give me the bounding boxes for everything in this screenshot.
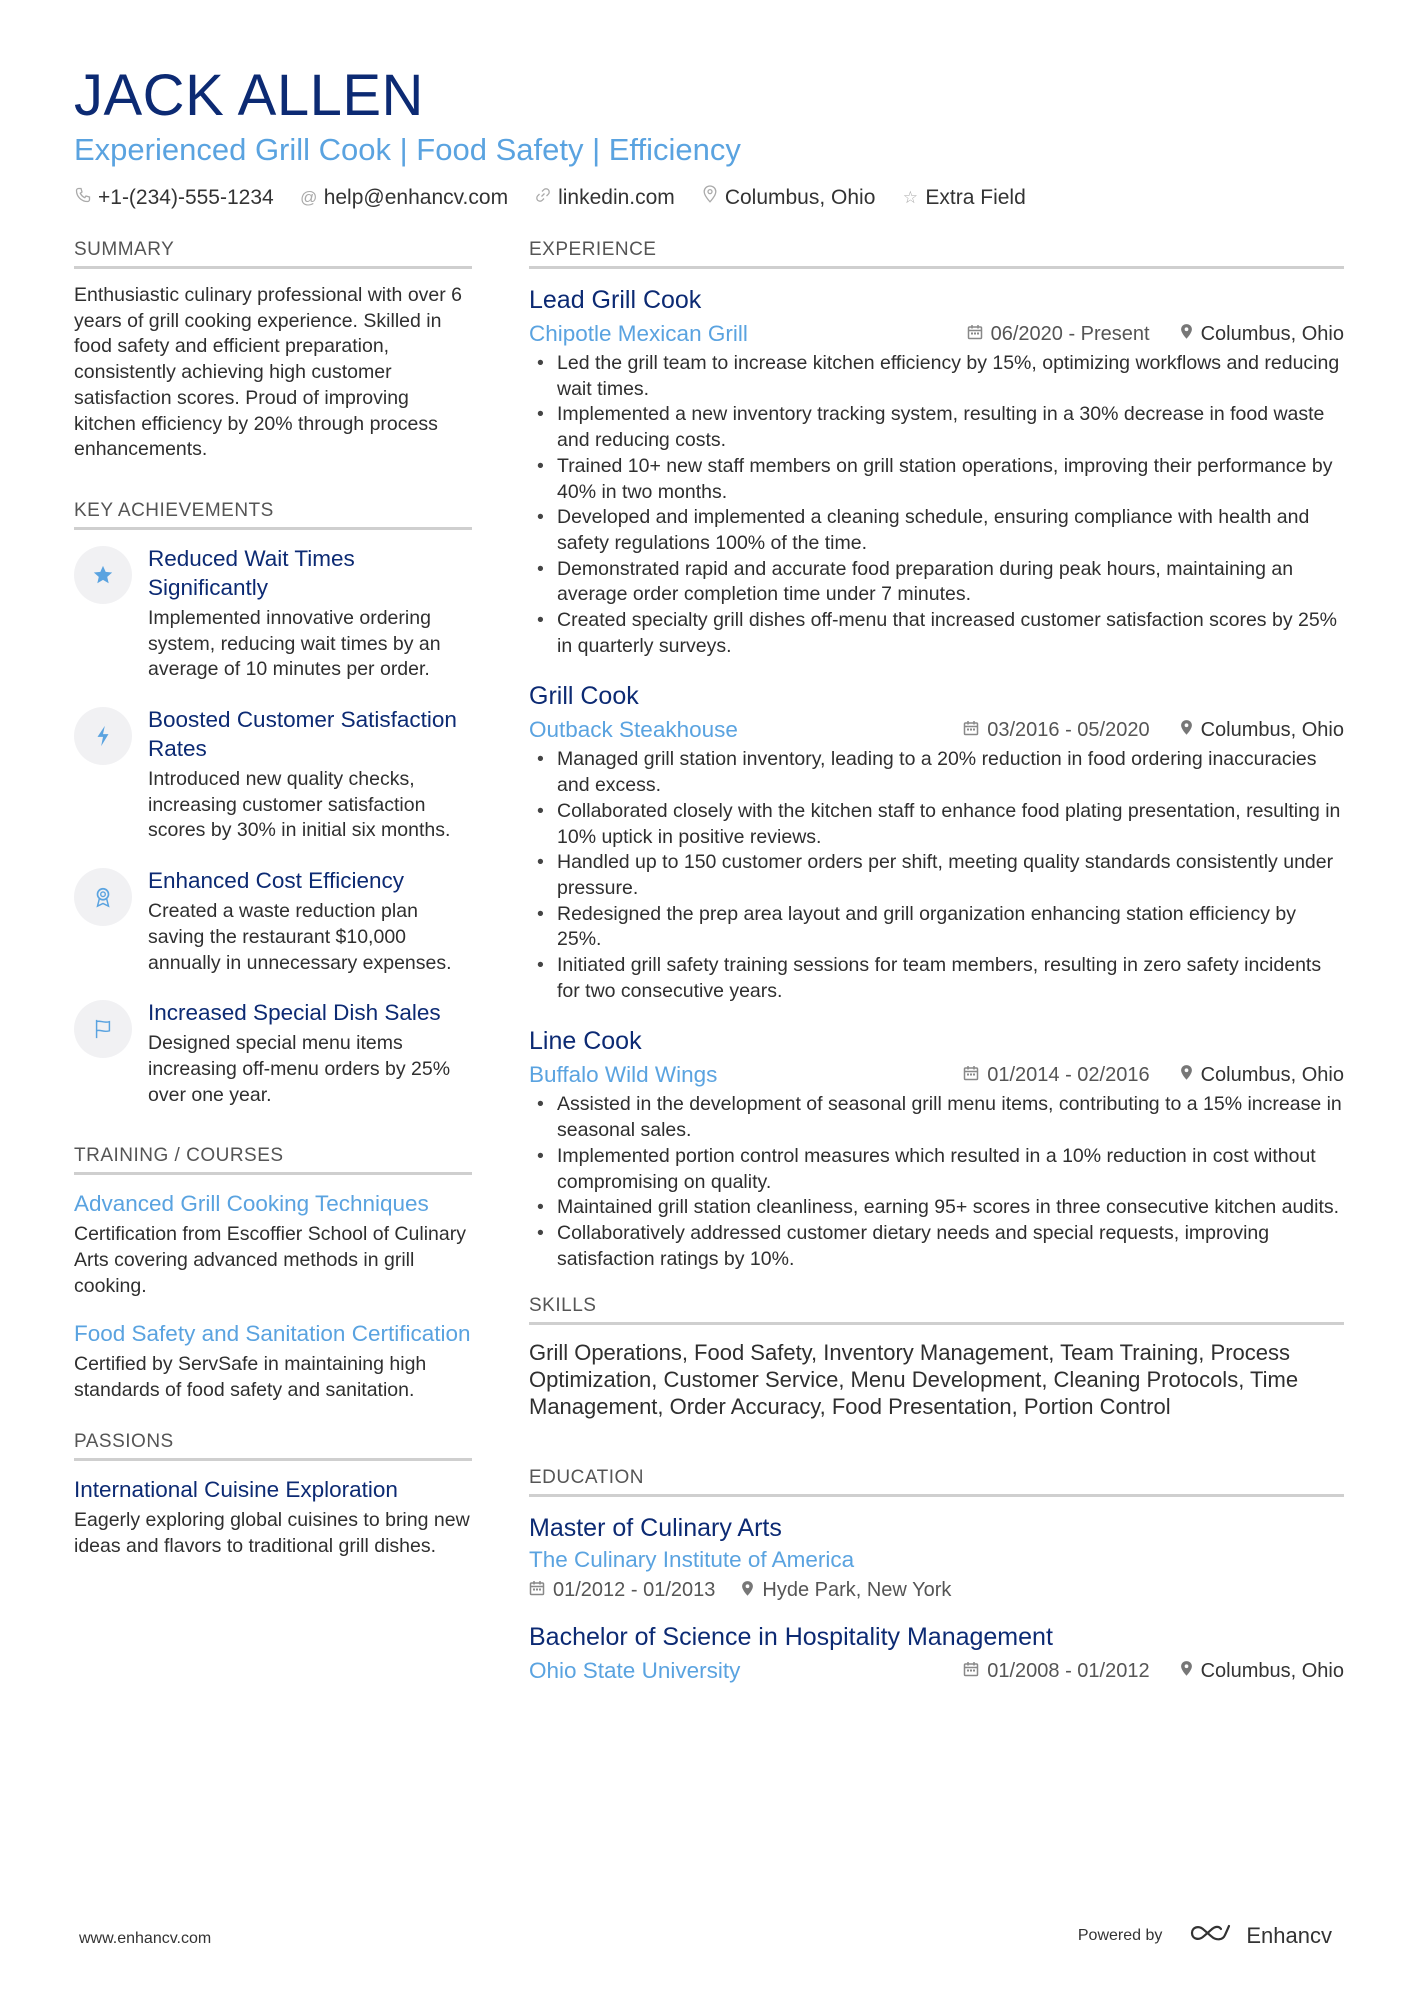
contact-location-text: Columbus, Ohio bbox=[724, 186, 876, 209]
education-degree: Master of Culinary Arts bbox=[529, 1514, 782, 1543]
job-bullet: • Redesigned the prep area layout and grill organization enhancing station efficiency by 25%. bbox=[529, 902, 1344, 953]
section-title: EXPERIENCE bbox=[529, 236, 1344, 269]
contact-extra bbox=[901, 184, 1025, 212]
job-bullet: • Handled up to 150 customer orders per shift, meeting quality standards consistently under pressure. bbox=[529, 850, 1344, 901]
resume-header bbox=[74, 60, 1344, 212]
job-dates-text: 06/2020 - Present bbox=[990, 322, 1150, 345]
achievement-text: Implemented innovative ordering system, reducing wait times by an average of 10 minutes per order. bbox=[148, 606, 441, 681]
job-bullet: • Developed and implemented a cleaning schedule, ensuring compliance with health and safety regulations 100% of the time. bbox=[529, 505, 1344, 556]
job-bullet: • Trained 10+ new staff members on grill station operations, improving their performance by 40% in two months. bbox=[529, 454, 1344, 505]
achievement-text: Designed special menu items increasing off-menu orders by 25% over one year. bbox=[148, 1032, 451, 1106]
education-dates: 01/2008 - 01/2012 bbox=[987, 1659, 1150, 1682]
course-title: Food Safety and Sanitation Certification bbox=[74, 1321, 471, 1347]
job-location-text: Columbus, Ohio bbox=[1200, 718, 1344, 741]
training-section bbox=[74, 1142, 472, 1404]
section-title: PASSIONS bbox=[74, 1428, 472, 1461]
job-title: Line Cook bbox=[529, 1027, 642, 1056]
course-item bbox=[74, 1189, 472, 1299]
job-dates bbox=[967, 323, 1150, 346]
phone-icon bbox=[74, 184, 92, 212]
course-item bbox=[74, 1319, 472, 1403]
job-entry bbox=[529, 283, 1344, 659]
summary-section bbox=[74, 236, 472, 463]
job-dates bbox=[963, 719, 1149, 742]
section-title: KEY ACHIEVEMENTS bbox=[74, 497, 472, 530]
achievement-text: Introduced new quality checks, increasing customer satisfaction scores by 30% in initial six months. bbox=[148, 768, 451, 842]
summary-text: Enthusiastic culinary professional with over 6 years of grill cooking experience. Skilled in food safety and efficient preparation, consistently achieving high customer satisfaction scores. Proud of improving kitchen efficiency by 20% through process enhancements. bbox=[74, 284, 463, 461]
education-entry bbox=[529, 1620, 1344, 1686]
course-text: Certified by ServSafe in maintaining high standards of food safety and sanitation. bbox=[74, 1353, 427, 1402]
passions-section bbox=[74, 1428, 472, 1559]
job-location bbox=[1180, 719, 1344, 742]
job-location bbox=[1180, 323, 1344, 346]
education-section bbox=[529, 1464, 1344, 1686]
job-entry bbox=[529, 1024, 1344, 1272]
location-icon bbox=[1180, 1064, 1193, 1086]
calendar-icon bbox=[963, 1065, 979, 1086]
section-title: SKILLS bbox=[529, 1292, 1344, 1325]
achievement-item bbox=[74, 705, 472, 844]
education-dates: 01/2012 - 01/2013 bbox=[553, 1579, 716, 1602]
job-location bbox=[1180, 1064, 1344, 1087]
education-location: Hyde Park, New York bbox=[762, 1579, 952, 1602]
job-dates-text: 01/2014 - 02/2016 bbox=[987, 1063, 1150, 1086]
flag-icon bbox=[74, 1000, 132, 1058]
job-company: Chipotle Mexican Grill bbox=[529, 321, 748, 346]
achievement-title: Boosted Customer Satisfaction Rates bbox=[148, 707, 457, 762]
job-dates bbox=[963, 1064, 1149, 1087]
section-title: SUMMARY bbox=[74, 236, 472, 269]
brand-name: Enhancv bbox=[1246, 1923, 1332, 1948]
left-column bbox=[74, 236, 472, 1579]
candidate-headline: Experienced Grill Cook | Food Safety | Efficiency bbox=[74, 132, 741, 167]
job-company: Buffalo Wild Wings bbox=[529, 1062, 718, 1088]
job-bullet: • Implemented portion control measures which resulted in a 10% reduction in cost without compromising on quality. bbox=[529, 1144, 1344, 1195]
at-icon: @ bbox=[300, 188, 318, 207]
skills-section bbox=[529, 1292, 1344, 1420]
calendar-icon bbox=[967, 324, 983, 345]
achievement-title: Increased Special Dish Sales bbox=[148, 1000, 441, 1026]
achievement-title: Enhanced Cost Efficiency bbox=[148, 868, 404, 894]
job-bullet: • Implemented a new inventory tracking system, resulting in a 30% decrease in food waste and reducing costs. bbox=[529, 402, 1344, 453]
location-icon bbox=[701, 184, 719, 212]
education-location: Columbus, Ohio bbox=[1200, 1659, 1344, 1682]
job-dates-text: 03/2016 - 05/2020 bbox=[987, 718, 1150, 741]
skills-text: Grill Operations, Food Safety, Inventory Management, Team Training, Process Optimization, Customer Service, Menu Development, Cleaning Protocols, Time Management, Order Accuracy, Food Presentation, Portion Control bbox=[529, 1340, 1299, 1420]
contact-location bbox=[701, 184, 876, 212]
powered-by-label: Powered by bbox=[1077, 1927, 1163, 1944]
job-bullet: • Collaboratively addressed customer dietary needs and special requests, improving satisfaction ratings by 10%. bbox=[529, 1221, 1344, 1272]
job-company: Outback Steakhouse bbox=[529, 717, 738, 743]
achievement-title: Reduced Wait Times Significantly bbox=[148, 545, 355, 600]
job-bullet: • Created specialty grill dishes off-menu that increased customer satisfaction scores by 25% in quarterly surveys. bbox=[529, 608, 1344, 659]
calendar-icon bbox=[963, 720, 979, 741]
footer-website[interactable]: www.enhancv.com bbox=[79, 1930, 212, 1947]
education-school: Ohio State University bbox=[529, 1658, 741, 1684]
job-bullets bbox=[529, 1092, 1344, 1272]
job-location-text: Columbus, Ohio bbox=[1200, 322, 1344, 345]
job-bullet: • Led the grill team to increase kitchen efficiency by 15%, optimizing workflows and reducing wait times. bbox=[529, 351, 1344, 402]
candidate-name: JACK ALLEN bbox=[74, 63, 424, 128]
infinity-logo-icon bbox=[1188, 1921, 1234, 1951]
education-degree: Bachelor of Science in Hospitality Management bbox=[529, 1623, 1053, 1652]
job-bullet: • Initiated grill safety training sessions for team members, resulting in zero safety incidents for two consecutive years. bbox=[529, 953, 1344, 1004]
passion-text: Eagerly exploring global cuisines to bring new ideas and flavors to traditional grill dishes. bbox=[74, 1508, 470, 1557]
contact-phone-text: +1-(234)-555-1234 bbox=[98, 186, 274, 209]
award-icon bbox=[74, 868, 132, 926]
contact-phone[interactable] bbox=[74, 184, 274, 212]
job-bullets bbox=[529, 351, 1344, 659]
calendar-icon bbox=[529, 1580, 545, 1601]
achievements-section bbox=[74, 497, 472, 1108]
education-dates-wrap bbox=[963, 1660, 1149, 1683]
job-title: Lead Grill Cook bbox=[529, 286, 702, 314]
achievement-item bbox=[74, 998, 472, 1108]
brand-logo[interactable] bbox=[1188, 1921, 1332, 1951]
star-icon: ☆ bbox=[902, 188, 919, 207]
experience-section bbox=[529, 236, 1344, 1272]
location-icon bbox=[1180, 719, 1193, 741]
achievement-text: Created a waste reduction plan saving the restaurant $10,000 annually in unnecessary expenses. bbox=[148, 900, 452, 974]
section-title: TRAINING / COURSES bbox=[74, 1142, 472, 1175]
section-title: EDUCATION bbox=[529, 1464, 1344, 1497]
contact-bar bbox=[74, 184, 1344, 212]
footer-branding bbox=[1078, 1921, 1332, 1951]
job-bullet: • Assisted in the development of seasonal grill menu items, contributing to a 15% increase in seasonal sales. bbox=[529, 1092, 1344, 1143]
location-icon bbox=[1180, 1660, 1193, 1682]
right-column bbox=[529, 236, 1344, 1704]
job-bullet: • Managed grill station inventory, leading to a 20% reduction in food ordering inaccuracies and excess. bbox=[529, 747, 1344, 798]
education-school: The Culinary Institute of America bbox=[529, 1547, 855, 1573]
lightning-icon bbox=[74, 707, 132, 765]
achievement-item bbox=[74, 866, 472, 976]
contact-extra-text: Extra Field bbox=[925, 186, 1026, 209]
contact-email-text: help@enhancv.com bbox=[323, 186, 509, 209]
achievement-item bbox=[74, 544, 472, 683]
location-icon bbox=[741, 1580, 754, 1602]
calendar-icon bbox=[963, 1661, 979, 1682]
course-text: Certification from Escoffier School of Culinary Arts covering advanced methods in grill cooking. bbox=[74, 1223, 466, 1297]
passion-title: International Cuisine Exploration bbox=[74, 1476, 398, 1502]
location-icon bbox=[1180, 323, 1193, 345]
contact-linkedin-text: linkedin.com bbox=[558, 186, 675, 209]
passion-item bbox=[74, 1475, 472, 1559]
job-location-text: Columbus, Ohio bbox=[1200, 1063, 1344, 1086]
job-bullets bbox=[529, 747, 1344, 1004]
education-entry bbox=[529, 1511, 1344, 1602]
job-title: Grill Cook bbox=[529, 682, 639, 711]
contact-email[interactable] bbox=[300, 184, 508, 212]
link-icon bbox=[534, 184, 552, 212]
job-bullet: • Collaborated closely with the kitchen staff to enhance food plating presentation, resulting in 10% uptick in positive reviews. bbox=[529, 799, 1344, 850]
education-location-wrap bbox=[1180, 1660, 1344, 1683]
star-icon bbox=[74, 546, 132, 604]
job-bullet: • Maintained grill station cleanliness, earning 95+ scores in three consecutive kitchen audits. bbox=[529, 1195, 1344, 1221]
job-bullet: • Demonstrated rapid and accurate food preparation during peak hours, maintaining an average order completion time under 7 minutes. bbox=[529, 557, 1344, 608]
job-entry bbox=[529, 679, 1344, 1004]
contact-linkedin[interactable] bbox=[534, 184, 675, 212]
course-title: Advanced Grill Cooking Techniques bbox=[74, 1191, 429, 1217]
